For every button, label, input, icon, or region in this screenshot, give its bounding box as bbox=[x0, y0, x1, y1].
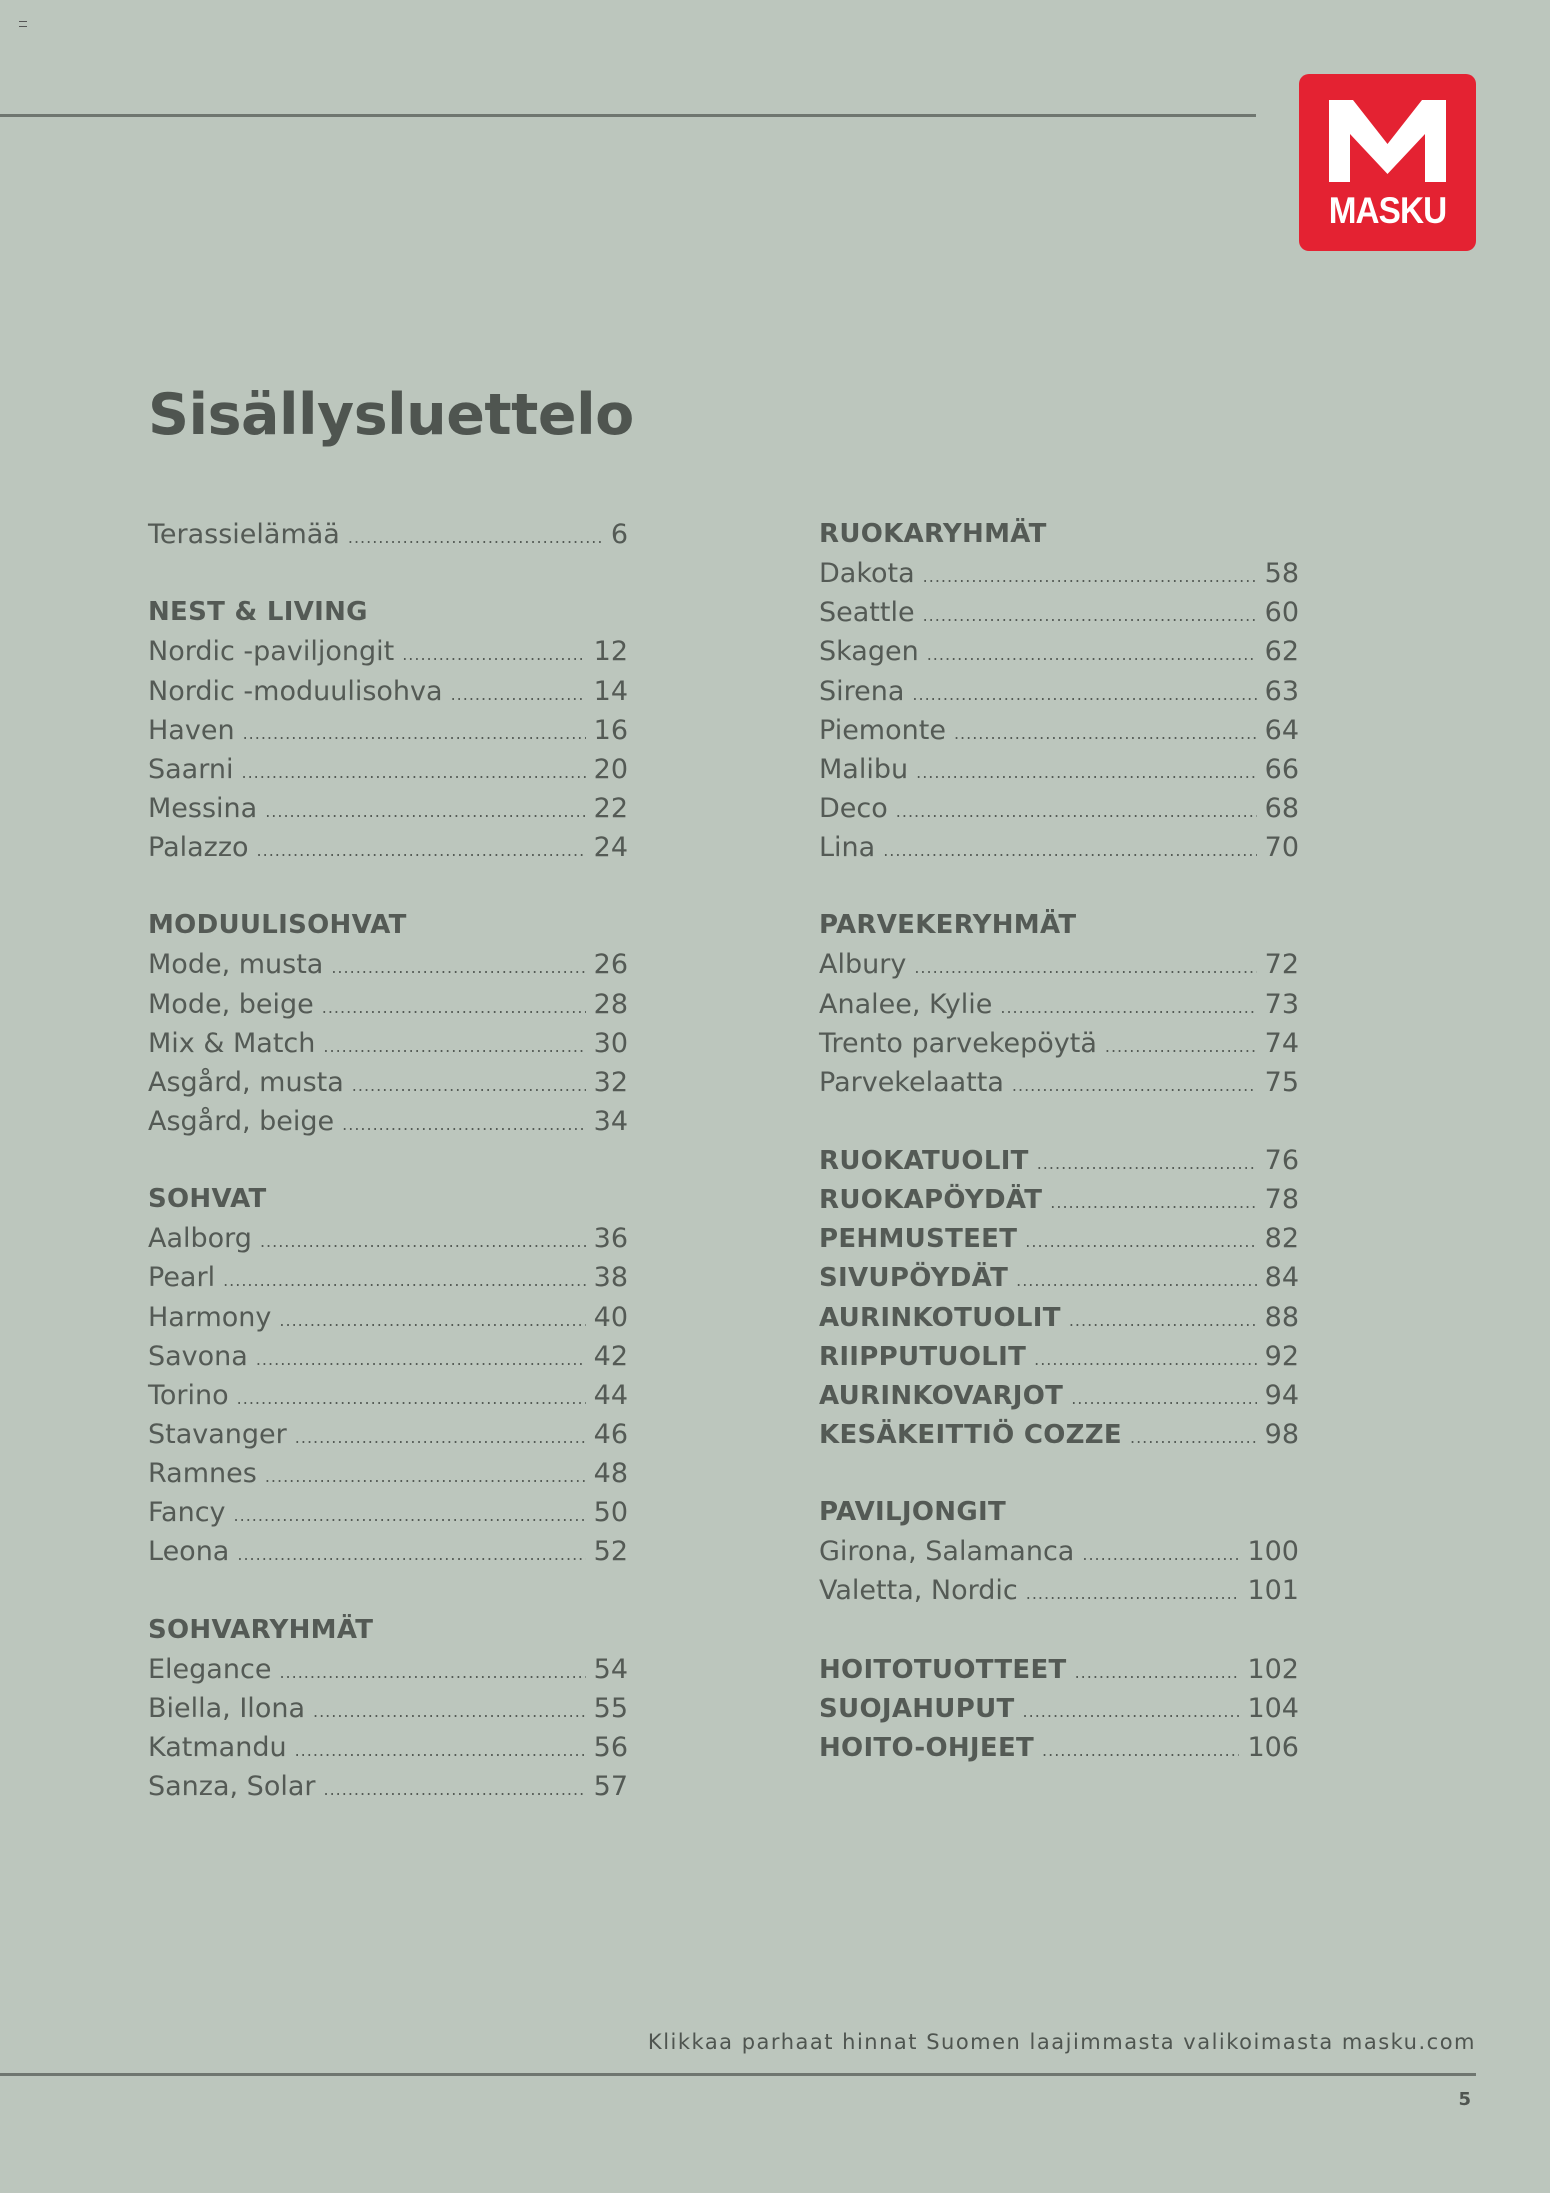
dot-leader bbox=[1037, 1144, 1257, 1183]
toc-page-number: 50 bbox=[593, 1497, 628, 1529]
toc-page-number: 12 bbox=[593, 636, 628, 668]
section-heading-label: PAVILJONGIT bbox=[819, 1497, 1006, 1528]
toc-entry[interactable] bbox=[148, 1689, 628, 1728]
dot-leader bbox=[279, 1653, 585, 1692]
toc-entry[interactable] bbox=[819, 1571, 1299, 1610]
dot-leader bbox=[883, 831, 1256, 870]
toc-page-number: 68 bbox=[1264, 792, 1299, 824]
toc-section-entry[interactable] bbox=[819, 1689, 1299, 1728]
toc-entry-label: RIIPPUTUOLIT bbox=[819, 1341, 1027, 1372]
toc-entry-label: Lina bbox=[819, 832, 876, 863]
section-heading-label: SOHVAT bbox=[148, 1184, 267, 1215]
toc-page-number: 82 bbox=[1264, 1223, 1299, 1255]
masku-logo bbox=[1299, 74, 1476, 251]
toc-page-number: 64 bbox=[1264, 714, 1299, 746]
toc-entry-label: SUOJAHUPUT bbox=[819, 1693, 1015, 1724]
dot-leader bbox=[954, 714, 1257, 753]
toc-entry-label: PEHMUSTEET bbox=[819, 1224, 1018, 1255]
toc-page-number: 106 bbox=[1247, 1731, 1299, 1763]
toc-page-number: 36 bbox=[593, 1223, 628, 1255]
toc-left-column bbox=[148, 515, 628, 1806]
section-heading-label: SOHVARYHMÄT bbox=[148, 1614, 374, 1645]
toc-entry-label: Fancy bbox=[148, 1497, 226, 1529]
bottom-divider bbox=[0, 2073, 1476, 2076]
dot-leader bbox=[352, 1066, 586, 1105]
toc-page-number: 32 bbox=[593, 1066, 628, 1098]
toc-page-number: 56 bbox=[593, 1731, 628, 1763]
dot-leader bbox=[243, 714, 586, 753]
toc-page-number: 66 bbox=[1264, 753, 1299, 785]
toc-entry-label: Messina bbox=[148, 792, 258, 824]
toc-entry[interactable] bbox=[148, 789, 628, 828]
toc-entry-label: Stavanger bbox=[148, 1418, 287, 1450]
dot-leader bbox=[912, 675, 1256, 714]
toc-entry[interactable] bbox=[148, 750, 628, 789]
dot-leader bbox=[295, 1418, 586, 1457]
toc-entry-label: Nordic -paviljongit bbox=[148, 636, 395, 668]
dot-leader bbox=[1105, 1027, 1257, 1066]
toc-entry[interactable] bbox=[148, 1493, 628, 1532]
toc-entry[interactable] bbox=[148, 1024, 628, 1063]
toc-page-number: 42 bbox=[593, 1340, 628, 1372]
toc-page-number: 55 bbox=[593, 1692, 628, 1724]
dot-leader bbox=[348, 518, 603, 557]
page-title: Sisällysluettelo bbox=[148, 382, 634, 448]
toc-entry-label: SIVUPÖYDÄT bbox=[819, 1263, 1009, 1294]
toc-page-number: 40 bbox=[593, 1301, 628, 1333]
dot-leader bbox=[1082, 1535, 1239, 1574]
toc-page-number: 78 bbox=[1264, 1184, 1299, 1216]
dot-leader bbox=[331, 948, 585, 987]
toc-entry-label: Asgård, beige bbox=[148, 1105, 335, 1137]
toc-page-number: 98 bbox=[1264, 1418, 1299, 1450]
toc-section-entry[interactable] bbox=[819, 1728, 1299, 1767]
section-heading-label: RUOKARYHMÄT bbox=[819, 519, 1047, 549]
dot-leader bbox=[1016, 1261, 1257, 1300]
toc-page-number: 24 bbox=[593, 832, 628, 863]
dot-leader bbox=[1075, 1653, 1240, 1692]
toc-section-heading bbox=[148, 906, 628, 945]
dot-leader bbox=[265, 1457, 586, 1496]
toc-page-number: 101 bbox=[1247, 1575, 1299, 1607]
dot-leader bbox=[323, 1770, 585, 1809]
toc-entry-label: Mode, beige bbox=[148, 988, 314, 1020]
toc-entry[interactable] bbox=[819, 554, 1299, 593]
toc-page-number: 92 bbox=[1264, 1340, 1299, 1372]
toc-page-number: 52 bbox=[593, 1536, 628, 1568]
toc-entry-label: Torino bbox=[148, 1379, 229, 1411]
toc-entry[interactable] bbox=[148, 1063, 628, 1102]
toc-entry[interactable] bbox=[148, 1298, 628, 1337]
toc-entry-label: Sirena bbox=[819, 675, 905, 707]
dot-leader bbox=[1012, 1066, 1257, 1105]
dot-leader bbox=[451, 675, 586, 714]
toc-page-number: 48 bbox=[593, 1458, 628, 1489]
top-divider bbox=[0, 114, 1256, 117]
toc-section-heading bbox=[148, 1180, 628, 1219]
toc-section-heading bbox=[819, 515, 1299, 554]
toc-entry[interactable] bbox=[148, 985, 628, 1024]
toc-page-number: 54 bbox=[593, 1653, 628, 1685]
corner-mark bbox=[19, 21, 27, 27]
toc-page-number: 60 bbox=[1264, 597, 1299, 629]
dot-leader bbox=[1050, 1183, 1256, 1222]
toc-entry-label: AURINKOTUOLIT bbox=[819, 1302, 1061, 1333]
toc-page-number: 94 bbox=[1264, 1379, 1299, 1411]
toc-entry[interactable] bbox=[148, 828, 628, 867]
dot-leader bbox=[927, 635, 1257, 674]
toc-entry[interactable] bbox=[148, 1415, 628, 1454]
toc-page-number: 70 bbox=[1264, 832, 1299, 863]
toc-entry-label: Skagen bbox=[819, 636, 919, 668]
dot-leader bbox=[342, 1105, 585, 1144]
toc-page-number: 76 bbox=[1264, 1145, 1299, 1176]
dot-leader bbox=[1042, 1731, 1239, 1770]
toc-page-number: 26 bbox=[593, 949, 628, 981]
toc-page-number: 38 bbox=[593, 1262, 628, 1294]
toc-entry-label: Haven bbox=[148, 714, 235, 746]
toc-section-entry[interactable] bbox=[819, 1298, 1299, 1337]
toc-entry-label: Savona bbox=[148, 1340, 248, 1372]
toc-section-entry[interactable] bbox=[819, 1337, 1299, 1376]
toc-entry-label: Nordic -moduulisohva bbox=[148, 675, 443, 707]
toc-section-entry[interactable] bbox=[819, 1219, 1299, 1258]
toc-entry[interactable] bbox=[819, 672, 1299, 711]
toc-entry[interactable] bbox=[819, 632, 1299, 671]
footer-promo-text: Klikkaa parhaat hinnat Suomen laajimmasta valikoimasta masku.com bbox=[647, 2030, 1476, 2054]
toc-entry-label: RUOKAPÖYDÄT bbox=[819, 1185, 1043, 1216]
dot-leader bbox=[923, 557, 1257, 596]
dot-leader bbox=[237, 1379, 586, 1418]
toc-section-heading bbox=[148, 1611, 628, 1650]
dot-leader bbox=[1025, 1222, 1256, 1261]
page-number: 5 bbox=[1458, 2089, 1471, 2110]
dot-leader bbox=[916, 753, 1257, 792]
toc-section-heading bbox=[819, 906, 1299, 945]
toc-entry[interactable] bbox=[819, 593, 1299, 632]
dot-leader bbox=[923, 596, 1257, 635]
dot-leader bbox=[237, 1535, 585, 1574]
dot-leader bbox=[1071, 1379, 1256, 1418]
dot-leader bbox=[1026, 1574, 1240, 1613]
toc-entry[interactable] bbox=[819, 945, 1299, 984]
toc-entry-label: HOITOTUOTTEET bbox=[819, 1654, 1067, 1685]
toc-section-heading bbox=[819, 1493, 1299, 1532]
section-heading-label: NEST & LIVING bbox=[148, 597, 368, 628]
toc-page-number: 28 bbox=[593, 988, 628, 1020]
dot-leader bbox=[402, 635, 585, 674]
toc-entry-label: Leona bbox=[148, 1536, 230, 1568]
dot-leader bbox=[323, 1027, 585, 1066]
toc-page-number: 84 bbox=[1264, 1262, 1299, 1294]
toc-entry[interactable] bbox=[819, 711, 1299, 750]
toc-page-number: 20 bbox=[593, 753, 628, 785]
toc-page-number: 57 bbox=[593, 1771, 628, 1802]
dot-leader bbox=[241, 753, 585, 792]
toc-entry-label: Pearl bbox=[148, 1262, 216, 1294]
toc-entry-label: Palazzo bbox=[148, 832, 249, 863]
dot-leader bbox=[313, 1692, 586, 1731]
toc-section-entry[interactable] bbox=[819, 1415, 1299, 1454]
toc-entry-label: Albury bbox=[819, 949, 907, 981]
toc-page-number: 102 bbox=[1247, 1653, 1299, 1685]
toc-entry-label: Parvekelaatta bbox=[819, 1066, 1004, 1098]
dot-leader bbox=[223, 1261, 586, 1300]
toc-entry[interactable] bbox=[148, 1532, 628, 1571]
m-logo-icon bbox=[1329, 100, 1446, 182]
dot-leader bbox=[256, 1340, 586, 1379]
toc-page-number: 75 bbox=[1264, 1066, 1299, 1098]
toc-page-number: 30 bbox=[593, 1027, 628, 1059]
toc-entry-label: Valetta, Nordic bbox=[819, 1575, 1018, 1607]
toc-page-number: 44 bbox=[593, 1379, 628, 1411]
toc-page-number: 22 bbox=[593, 792, 628, 824]
toc-page-number: 74 bbox=[1264, 1027, 1299, 1059]
toc-section-entry[interactable] bbox=[819, 1376, 1299, 1415]
section-heading-label: MODUULISOHVAT bbox=[148, 910, 407, 941]
dot-leader bbox=[896, 792, 1257, 831]
dot-leader bbox=[1023, 1692, 1240, 1731]
toc-section-entry[interactable] bbox=[819, 1258, 1299, 1297]
toc-entry-label: Trento parvekepöytä bbox=[819, 1027, 1097, 1059]
toc-entry-label: Saarni bbox=[148, 753, 234, 785]
toc-page-number: 63 bbox=[1264, 675, 1299, 707]
toc-page-number: 6 bbox=[610, 519, 628, 550]
toc-page-number: 73 bbox=[1264, 988, 1299, 1020]
toc-section-heading bbox=[148, 593, 628, 632]
toc-entry[interactable] bbox=[148, 1767, 628, 1806]
dot-leader bbox=[257, 831, 586, 870]
toc-entry-label: Sanza, Solar bbox=[148, 1771, 316, 1802]
toc-entry[interactable] bbox=[819, 750, 1299, 789]
toc-entry-label: RUOKATUOLIT bbox=[819, 1146, 1029, 1176]
toc-entry-label: Dakota bbox=[819, 558, 915, 590]
toc-page-number: 88 bbox=[1264, 1301, 1299, 1333]
dot-leader bbox=[1034, 1340, 1257, 1379]
toc-entry-label: Piemonte bbox=[819, 714, 946, 746]
toc-entry-label: Ramnes bbox=[148, 1458, 257, 1489]
toc-entry[interactable] bbox=[148, 672, 628, 711]
toc-page-number: 34 bbox=[593, 1105, 628, 1137]
toc-entry[interactable] bbox=[148, 1337, 628, 1376]
toc-entry-label: Harmony bbox=[148, 1301, 272, 1333]
toc-entry-label: Biella, Ilona bbox=[148, 1692, 305, 1724]
toc-section-entry[interactable] bbox=[819, 1650, 1299, 1689]
toc-section-entry[interactable] bbox=[819, 1141, 1299, 1180]
dot-leader bbox=[295, 1731, 586, 1770]
dot-leader bbox=[279, 1301, 585, 1340]
toc-entry[interactable] bbox=[819, 789, 1299, 828]
toc-entry-label: Mode, musta bbox=[148, 949, 324, 981]
toc-section-entry[interactable] bbox=[819, 1180, 1299, 1219]
dot-leader bbox=[1000, 988, 1256, 1027]
toc-entry[interactable] bbox=[148, 515, 628, 554]
toc-page-number: 62 bbox=[1264, 636, 1299, 668]
dot-leader bbox=[1130, 1418, 1257, 1457]
toc-entry[interactable] bbox=[148, 1650, 628, 1689]
toc-entry[interactable] bbox=[148, 1219, 628, 1258]
toc-entry-label: Analee, Kylie bbox=[819, 988, 993, 1020]
toc-entry-label: Asgård, musta bbox=[148, 1066, 344, 1098]
toc-entry[interactable] bbox=[148, 1376, 628, 1415]
dot-leader bbox=[234, 1496, 586, 1535]
toc-entry-label: Seattle bbox=[819, 597, 915, 629]
toc-entry[interactable] bbox=[148, 945, 628, 984]
toc-entry-label: Girona, Salamanca bbox=[819, 1536, 1075, 1568]
toc-entry[interactable] bbox=[148, 1258, 628, 1297]
toc-page-number: 58 bbox=[1264, 558, 1299, 590]
toc-entry[interactable] bbox=[148, 632, 628, 671]
dot-leader bbox=[1069, 1301, 1257, 1340]
toc-entry[interactable] bbox=[819, 1532, 1299, 1571]
toc-entry-label: Terassielämää bbox=[148, 519, 340, 550]
toc-entry-label: Katmandu bbox=[148, 1731, 287, 1763]
logo-wordmark: MASKU bbox=[1328, 190, 1447, 231]
toc-entry-label: KESÄKEITTIÖ COZZE bbox=[819, 1419, 1122, 1450]
dot-leader bbox=[322, 988, 586, 1027]
toc-page-number: 46 bbox=[593, 1418, 628, 1450]
toc-entry-label: AURINKOVARJOT bbox=[819, 1380, 1064, 1411]
toc-entry[interactable] bbox=[148, 711, 628, 750]
toc-entry-label: Mix & Match bbox=[148, 1027, 316, 1059]
toc-page-number: 72 bbox=[1264, 949, 1299, 981]
toc-entry[interactable] bbox=[819, 1024, 1299, 1063]
toc-entry[interactable] bbox=[148, 1454, 628, 1493]
toc-entry[interactable] bbox=[148, 1102, 628, 1141]
toc-entry[interactable] bbox=[148, 1728, 628, 1767]
toc-entry-label: Malibu bbox=[819, 753, 909, 785]
dot-leader bbox=[914, 948, 1256, 987]
toc-entry[interactable] bbox=[819, 1063, 1299, 1102]
toc-page-number: 104 bbox=[1247, 1692, 1299, 1724]
section-heading-label: PARVEKERYHMÄT bbox=[819, 910, 1077, 941]
toc-entry[interactable] bbox=[819, 985, 1299, 1024]
dot-leader bbox=[265, 792, 585, 831]
toc-entry-label: Aalborg bbox=[148, 1223, 252, 1255]
toc-page-number: 16 bbox=[593, 714, 628, 746]
toc-page-number: 14 bbox=[593, 675, 628, 707]
toc-entry[interactable] bbox=[819, 828, 1299, 867]
toc-right-column bbox=[819, 515, 1299, 1767]
toc-entry-label: HOITO-OHJEET bbox=[819, 1732, 1035, 1763]
toc-entry-label: Deco bbox=[819, 792, 888, 824]
toc-page-number: 100 bbox=[1247, 1536, 1299, 1568]
dot-leader bbox=[260, 1222, 586, 1261]
toc-entry-label: Elegance bbox=[148, 1653, 272, 1685]
